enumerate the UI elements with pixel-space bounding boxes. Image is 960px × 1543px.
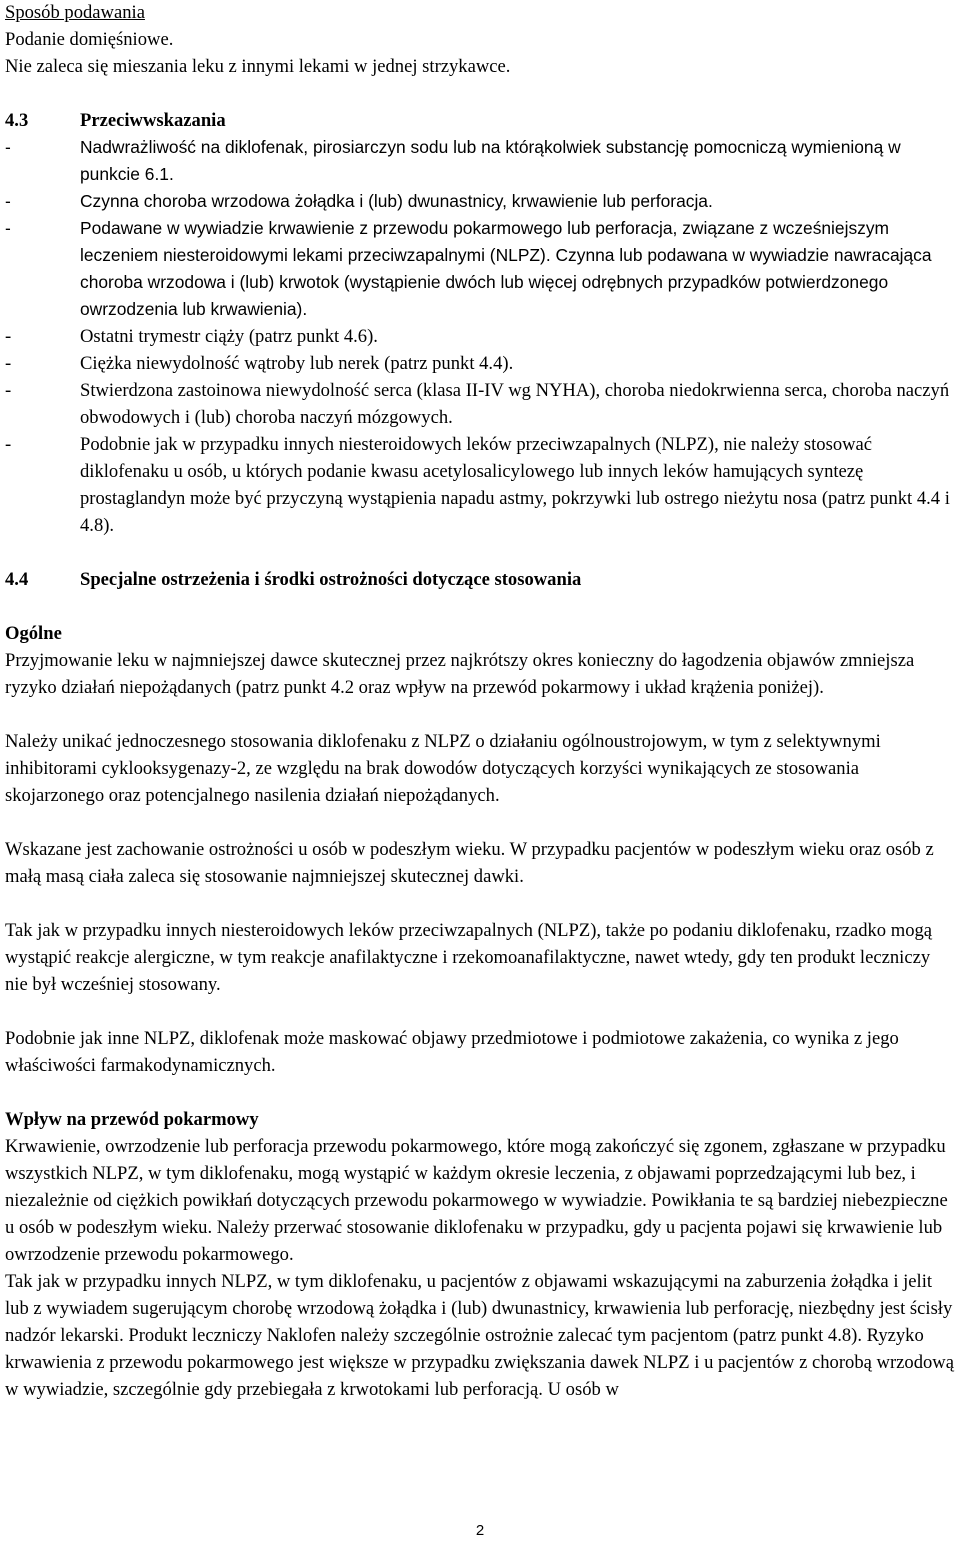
paragraph: Tak jak w przypadku innych niesteroidowych leków przeciwzapalnych (NLPZ), także po podaniu diklofenaku, rzadko mogą wystąpić reakcje alergiczne, w tym reakcje anafilaktyczne i rzekomoanafilaktyczne, nawet wtedy, gdy ten produkt leczniczy nie był wcześniej stosowany. — [5, 920, 933, 995]
dash-marker: - — [5, 326, 12, 347]
administration-line-2: Nie zaleca się mieszania leku z innymi lekami w jednej strzykawce. — [5, 56, 511, 77]
list-item-text: Stwierdzona zastoinowa niewydolność serca (klasa II-IV wg NYHA), choroba niedokrwienna serca, choroba naczyń obwodowych i (lub) choroba naczyń mózgowych. — [80, 380, 950, 428]
dash-marker: - — [5, 380, 12, 401]
list-item-text: Podobnie jak w przypadku innych niesteroidowych leków przeciwzapalnych (NLPZ), nie należy stosować diklofenaku u osób, u których podanie kwasu acetylosalicylowego lub innych leków hamujących syntezę prostaglandyn może być przyczyną wystąpienia napadu astmy, pokrzywki lub ostrego nieżytu nosa (patrz punkt 4.4 i 4.8). — [80, 434, 950, 536]
list-item-text: Nadwrażliwość na diklofenak, pirosiarczyn sodu lub na którąkolwiek substancję pomocniczą wymienioną w punkcie 6.1. — [80, 137, 901, 184]
list-item-text: Ciężka niewydolność wątroby lub nerek (patrz punkt 4.4). — [80, 353, 514, 374]
administration-title: Sposób podawania — [5, 2, 145, 23]
gi-subheading: Wpływ na przewód pokarmowy — [5, 1109, 259, 1130]
list-item-text: Podawane w wywiadzie krwawienie z przewodu pokarmowego lub perforacja, związane z wcześniejszym leczeniem niesteroidowymi lekami przeciwzapalnymi (NLPZ). Czynna lub podawana w wywiadzie nawracająca choroba wrzodowa i (lub) krwotok (wystąpienie dwóch lub więcej odrębnych przypadków potwierdzonego owrzodzenia lub krwawienia). — [80, 218, 932, 319]
paragraph: Tak jak w przypadku innych NLPZ, w tym diklofenaku, u pacjentów z objawami wskazującymi na zaburzenia żołądka i jelit lub z wywiadem sugerującym chorobę wrzodową żołądka i (lub) dwunastnicy, krwawienia lub perforację, niezbędny jest ścisły nadzór lekarski. Produkt leczniczy Naklofen należy szczególnie ostrożnie zalecać tym pacjentom (patrz punkt 4.8). Ryzyko krwawienia z przewodu pokarmowego jest większe w przypadku zwiększania dawek NLPZ i u pacjentów z chorobą wrzodową w wywiadzie, szczególnie gdy przebiegała z krwotokami lub perforacją. U osób w — [5, 1271, 954, 1400]
paragraph: Należy unikać jednoczesnego stosowania diklofenaku z NLPZ o działaniu ogólnoustrojowym, w tym z selektywnymi inhibitorami cyklooksygenazy-2, ze względu na brak dowodów dotyczących korzyści wynikających ze stosowania skojarzonego oraz potencjalnego nasilenia działań niepożądanych. — [5, 731, 881, 806]
paragraph: Podobnie jak inne NLPZ, diklofenak może maskować objawy przedmiotowe i podmiotowe zakażenia, co wynika z jego właściwości farmakodynamicznych. — [5, 1028, 899, 1076]
dash-marker: - — [5, 353, 12, 374]
dash-marker: - — [5, 218, 11, 238]
paragraph: Wskazane jest zachowanie ostrożności u osób w podeszłym wieku. W przypadku pacjentów w podeszłym wieku oraz osób z małą masą ciała zaleca się stosowanie najmniejszej skutecznej dawki. — [5, 839, 934, 887]
list-item — [5, 188, 955, 215]
administration-line-1: Podanie domięśniowe. — [5, 29, 174, 50]
list-item — [5, 134, 955, 188]
section-title: Specjalne ostrzeżenia i środki ostrożności dotyczące stosowania — [80, 569, 582, 590]
contraindications-heading — [5, 107, 955, 134]
list-item-text: Ostatni trymestr ciąży (patrz punkt 4.6). — [80, 326, 378, 347]
section-number: 4.3 — [5, 110, 29, 131]
list-item — [5, 377, 955, 431]
list-item-text: Czynna choroba wrzodowa żołądka i (lub) dwunastnicy, krwawienie lub perforacja. — [80, 191, 713, 211]
section-number: 4.4 — [5, 569, 29, 590]
contraindications-list — [5, 134, 955, 539]
page-number: 2 — [475, 1522, 485, 1539]
general-subheading: Ogólne — [5, 623, 62, 644]
list-item — [5, 215, 955, 323]
paragraph: Krwawienie, owrzodzenie lub perforacja przewodu pokarmowego, które mogą zakończyć się zgonem, zgłaszane w przypadku wszystkich NLPZ, w tym diklofenaku, mogą wystąpić w każdym okresie leczenia, z objawami poprzedzającymi lub bez, i niezależnie od ciężkich powikłań dotyczących przewodu pokarmowego w wywiadzie. Powikłania te są bardziej niebezpieczne u osób w podeszłym wieku. Należy przerwać stosowanie diklofenaku w przypadku, gdy u pacjenta pojawi się krwawienie lub owrzodzenie przewodu pokarmowego. — [5, 1136, 948, 1265]
dash-marker: - — [5, 137, 11, 157]
list-item — [5, 431, 955, 539]
paragraph: Przyjmowanie leku w najmniejszej dawce skutecznej przez najkrótszy okres konieczny do łagodzenia objawów zmniejsza ryzyko działań niepożądanych (patrz punkt 4.2 oraz wpływ na przewód pokarmowy i układ krążenia poniżej). — [5, 650, 915, 698]
list-item — [5, 323, 955, 350]
dash-marker: - — [5, 434, 12, 455]
warnings-heading — [5, 566, 955, 593]
document-page — [5, 0, 955, 1403]
dash-marker: - — [5, 191, 11, 211]
list-item — [5, 350, 955, 377]
section-title: Przeciwwskazania — [80, 110, 226, 131]
